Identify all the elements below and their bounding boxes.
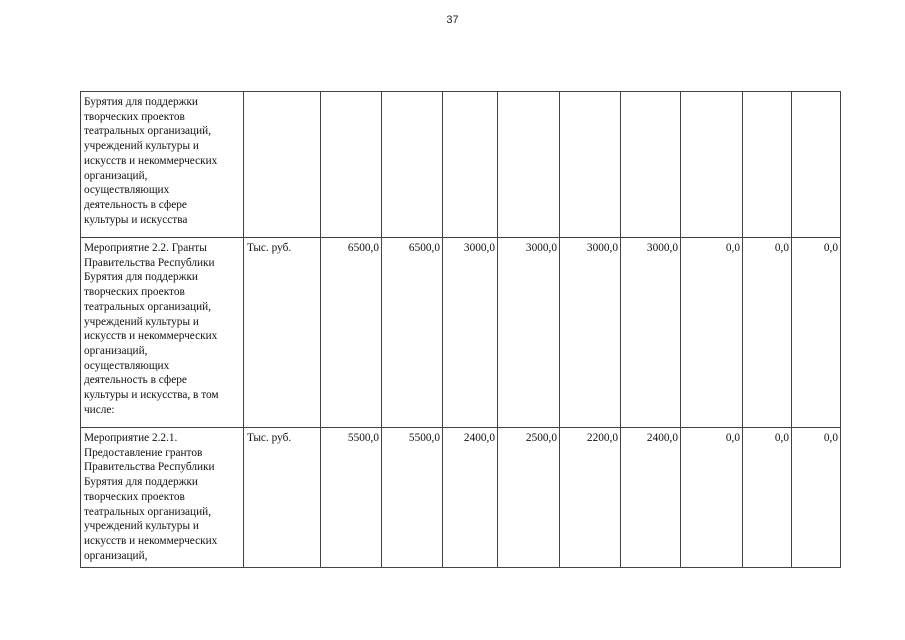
row-value-cell [321, 92, 382, 238]
budget-table [80, 91, 841, 568]
row-value-cell [443, 92, 498, 238]
page-number: 37 [446, 14, 459, 26]
row-value-cell: 0,0 [792, 428, 841, 568]
row-value-cell: 2400,0 [621, 428, 681, 568]
row-value-cell [560, 92, 621, 238]
row-unit-cell [244, 92, 321, 238]
row-value-cell: 0,0 [792, 238, 841, 428]
row-description-cell: Мероприятие 2.2. Гранты Правительства Республики Бурятия для поддержки творческих проектов театральных организаций, учреждений культуры и искусств и некоммерческих организаций, осуществляющих деятельность в сфере культуры и искусства, в том числе: [81, 238, 244, 428]
row-unit-cell: Тыс. руб. [244, 428, 321, 568]
row-value-cell: 6500,0 [382, 238, 443, 428]
row-value-cell: 3000,0 [621, 238, 681, 428]
row-value-cell: 0,0 [681, 238, 743, 428]
row-value-cell [792, 92, 841, 238]
row-description-cell: Бурятия для поддержки творческих проектов театральных организаций, учреждений культуры и искусств и некоммерческих организаций, осуществляющих деятельность в сфере культуры и искусства [81, 92, 244, 238]
row-value-cell: 2200,0 [560, 428, 621, 568]
table-body [81, 92, 841, 568]
row-description-cell: Мероприятие 2.2.1. Предоставление грантов Правительства Республики Бурятия для поддержки творческих проектов театральных организаций, учреждений культуры и искусств и некоммерческих организаций, [81, 428, 244, 568]
table-row [81, 238, 841, 428]
row-value-cell: 2400,0 [443, 428, 498, 568]
row-value-cell: 3000,0 [560, 238, 621, 428]
row-value-cell: 0,0 [743, 238, 792, 428]
row-value-cell: 5500,0 [382, 428, 443, 568]
row-value-cell [498, 92, 560, 238]
row-value-cell: 3000,0 [498, 238, 560, 428]
row-value-cell [681, 92, 743, 238]
row-value-cell [621, 92, 681, 238]
row-value-cell: 5500,0 [321, 428, 382, 568]
row-value-cell [743, 92, 792, 238]
table-row [81, 428, 841, 568]
row-value-cell: 2500,0 [498, 428, 560, 568]
row-value-cell: 0,0 [743, 428, 792, 568]
row-unit-cell: Тыс. руб. [244, 238, 321, 428]
row-value-cell: 3000,0 [443, 238, 498, 428]
row-value-cell [382, 92, 443, 238]
row-value-cell: 0,0 [681, 428, 743, 568]
row-value-cell: 6500,0 [321, 238, 382, 428]
table-row [81, 92, 841, 238]
